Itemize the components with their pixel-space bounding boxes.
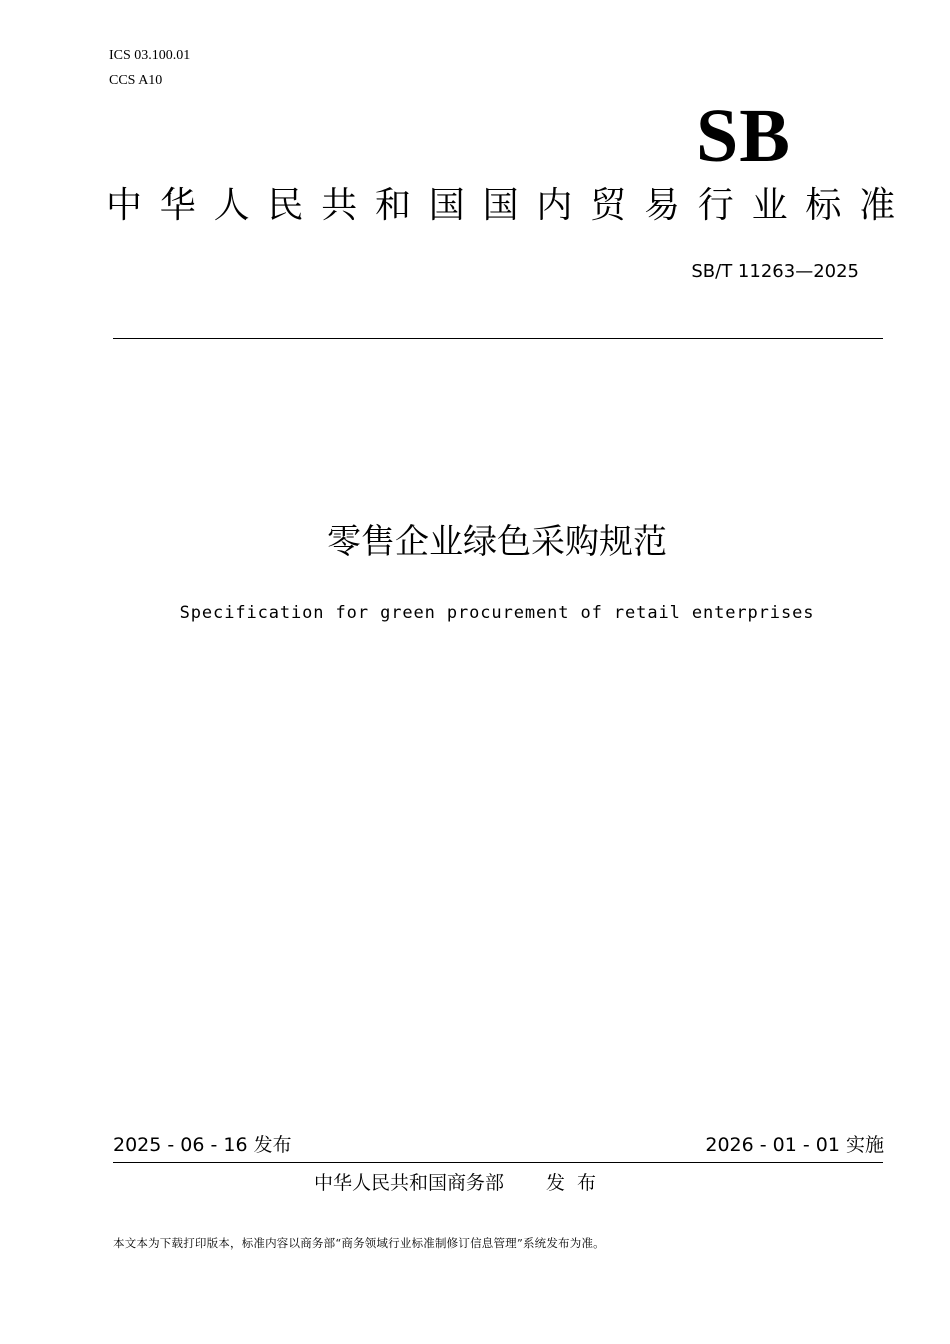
standard-number: SB/T 11263—2025 [691,261,859,282]
document-title-english: Specification for green procurement of retail enterprises [179,603,815,623]
ics-code: ICS 03.100.01 [109,48,191,63]
standard-type-heading: 中华人民共和国国内贸易行业标准 [106,185,914,226]
document-title-chinese: 零售企业绿色采购规范 [327,522,667,562]
top-divider [113,338,883,339]
issuer-line [314,1170,608,1196]
issuer-name: 中华人民共和国商务部 [314,1172,505,1194]
implementation-date: 2026 - 01 - 01 实施 [705,1134,884,1156]
bottom-divider [113,1162,883,1163]
issue-date: 2025 - 06 - 16 发布 [113,1134,292,1156]
ccs-code: CCS A10 [109,73,163,88]
download-footnote: 本文本为下载打印版本，标准内容以商务部“商务领域行业标准制修订信息管理”系统发布为准。 [113,1236,605,1250]
issuer-verb: 发布 [546,1172,609,1194]
sb-logo: SB [696,94,791,178]
